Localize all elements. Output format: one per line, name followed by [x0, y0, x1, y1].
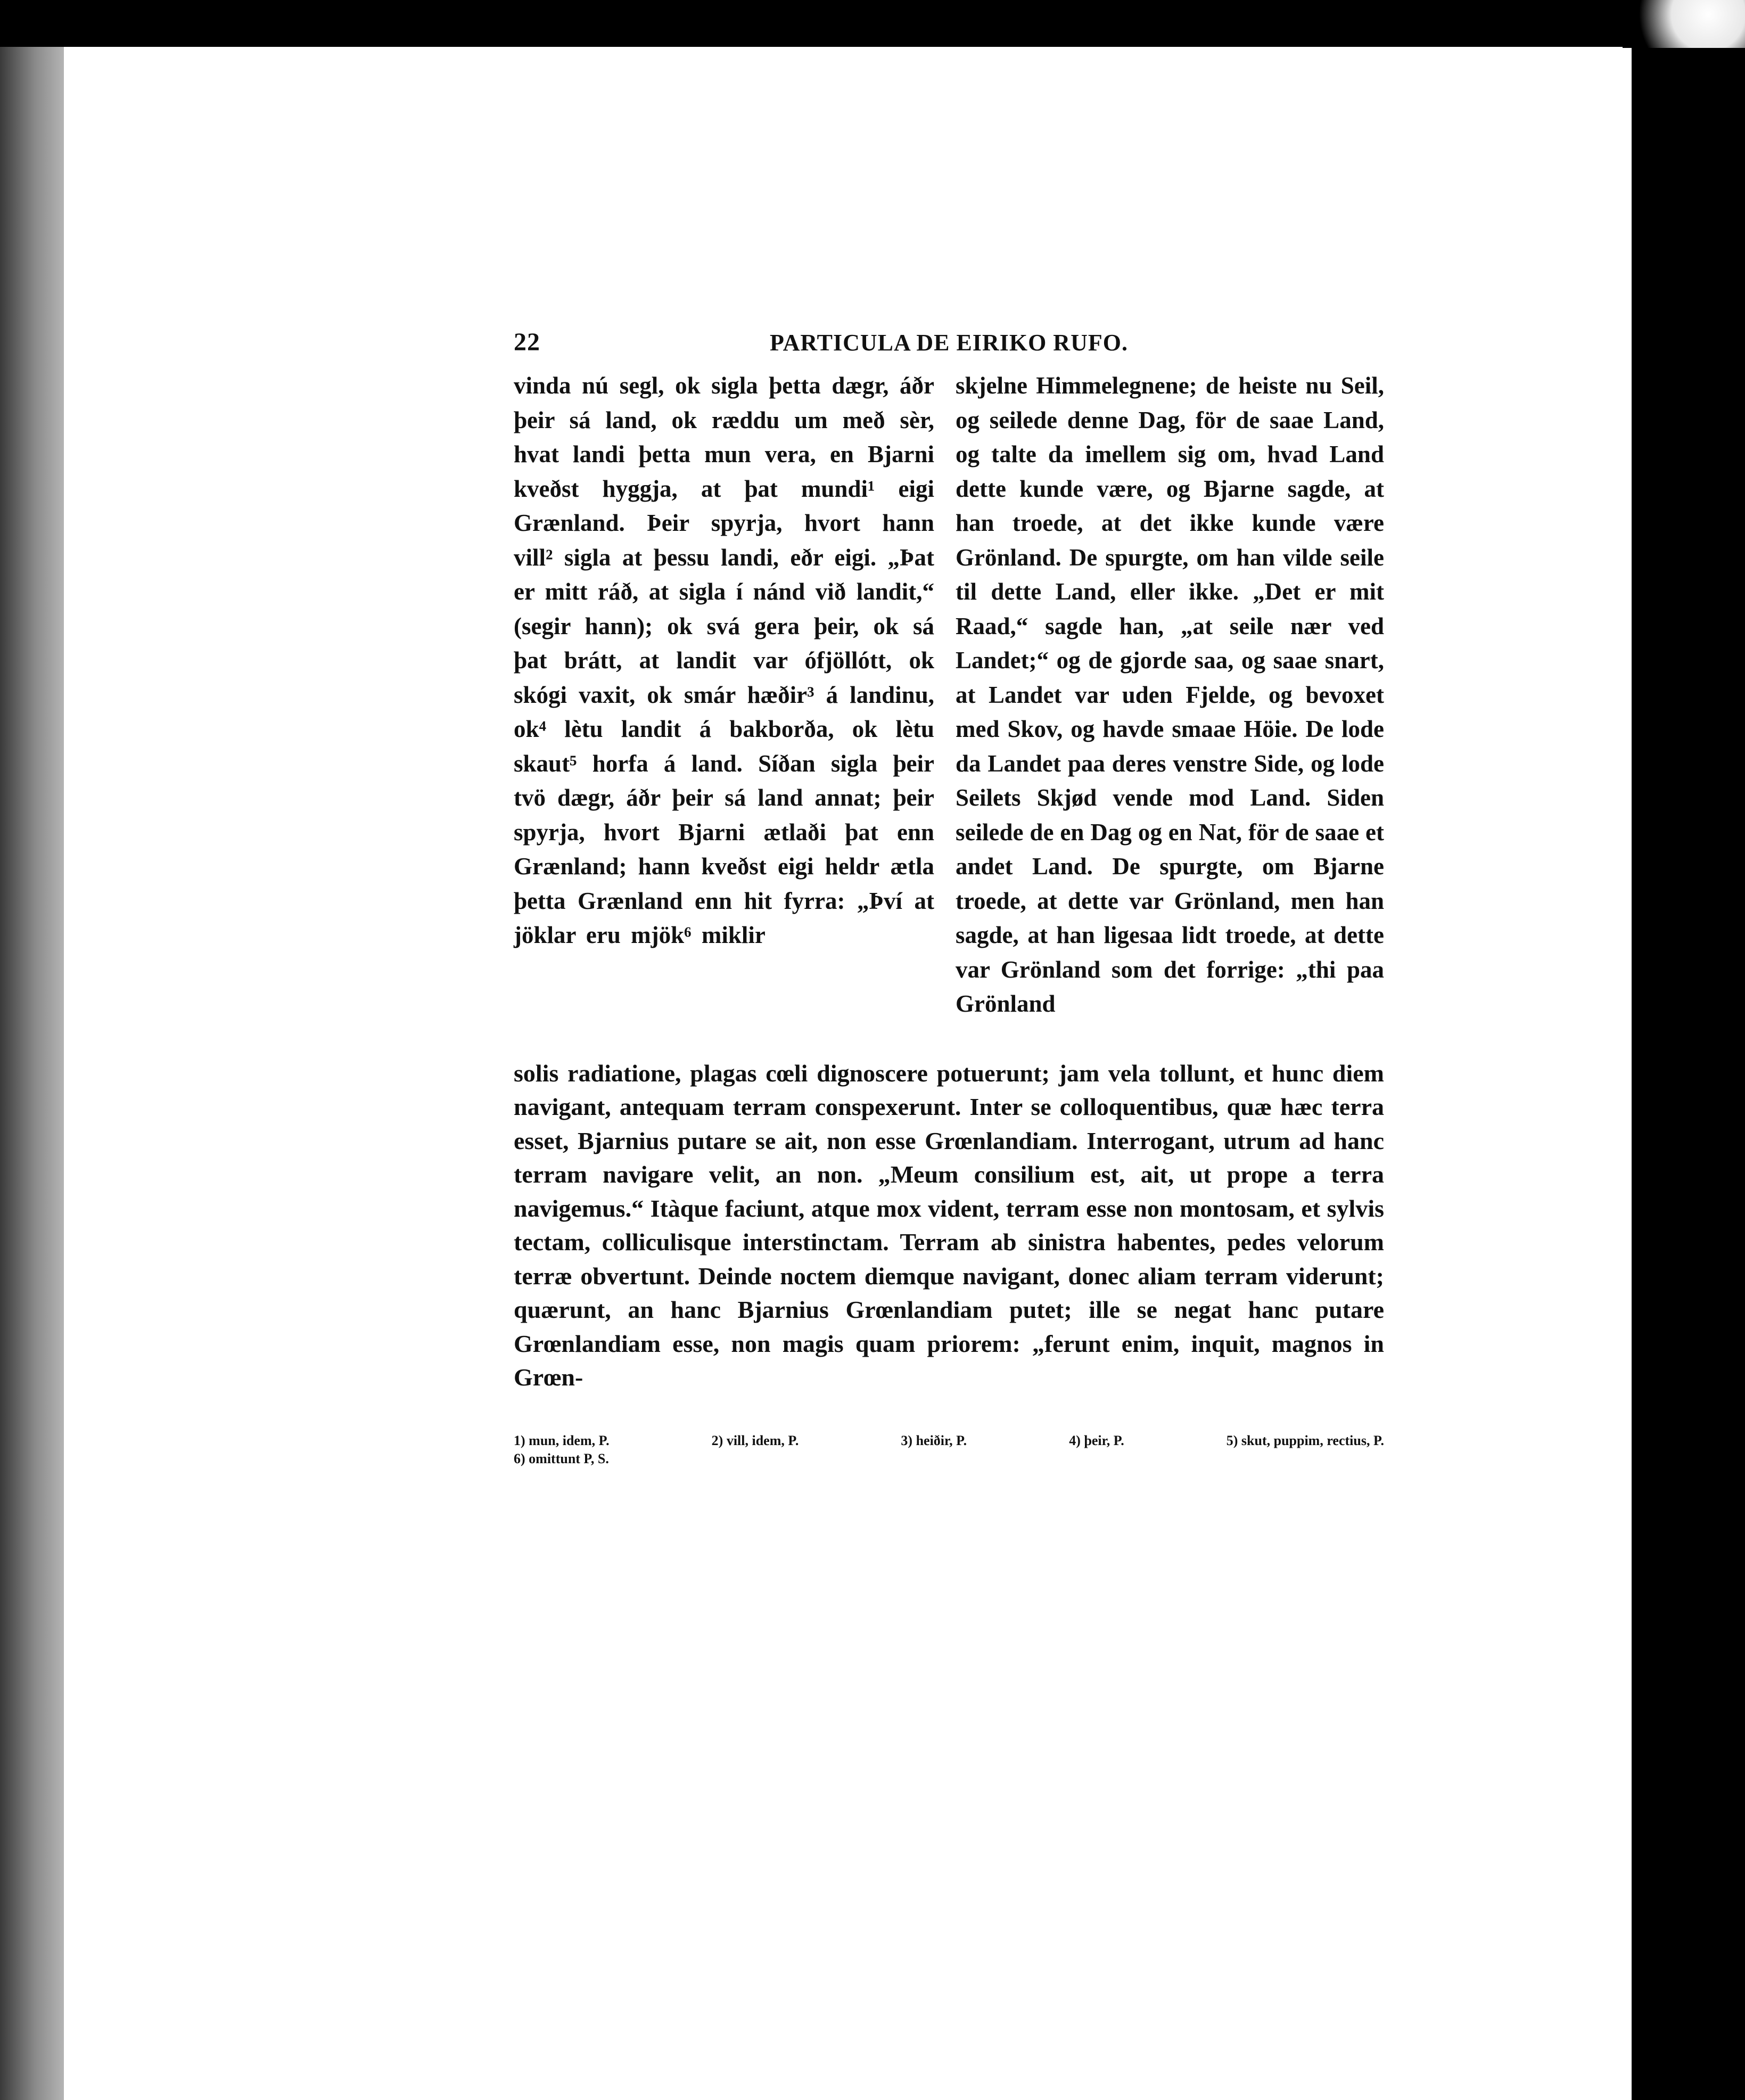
latin-translation: solis radiatione, plagas cœli dignoscere potuerunt; jam vela tollunt, et hunc diem navigant, antequam terram conspexerunt. Inter se colloquentibus, quæ hæc terra esset, Bjarnius putare se ait, non esse Grœnlandiam. Interrogant, utrum ad hanc terram navigare velit, an non. „Meum consilium est, ait, ut prope a terra navigemus.“ Itàque faciunt, atque mox vident, terram esse non montosam, et sylvis tectam, colliculisque interstinctam. Terram ab sinistra habentes, pedes velorum terræ obvertunt. Deinde noctem diemque navigant, donec aliam terram viderunt; quærunt, an hanc Bjarnius Grœnlandiam putet; ille se negat hanc putare Grœnlandiam esse, non magis quam priorem: „ferunt enim, inquit, magnos in Grœn-: [514, 1059, 1384, 1391]
icelandic-column: vinda nú segl, ok sigla þetta dægr, áðr þeir sá land, ok ræddu um með sèr, hvat landi þetta mun vera, en Bjarni kveðst hyggja, at þat mundi¹ eigi Grænland. Þeir spyrja, hvort hann vill² sigla at þessu landi, eðr eigi. „Þat er mitt ráð, at sigla í nánd við landit,“ (segir hann); ok svá gera þeir, ok sá þat brátt, at landit var ófjöllótt, ok skógi vaxit, ok smár hæðir³ á landinu, ok⁴ lètu landit á bakborða, ok lètu skaut⁵ horfa á land. Síðan sigla þeir tvö dægr, áðr þeir sá land annat; þeir spyrja, hvort Bjarni ætlaði þat enn Grænland; hann kveðst eigi heldr ætla þetta Grænland enn hit fyrra: „Því at jöklar eru mjök⁶ miklir: [514, 372, 934, 948]
footnotes-row-2: [514, 1450, 1384, 1468]
footnote-1: 1) mun, idem, P.: [514, 1432, 610, 1448]
parallel-columns: [514, 368, 1384, 1021]
footnote-5: 5) skut, puppim, rectius, P.: [1226, 1432, 1384, 1448]
page-header: [514, 327, 1384, 357]
running-title: PARTICULA DE EIRIKO RUFO.: [770, 330, 1128, 356]
scan-border: [1632, 47, 1745, 2100]
footnote-6: 6) omittunt P, S.: [514, 1450, 609, 1466]
danish-column: skjelne Himmelegnene; de heiste nu Seil, og seilede denne Dag, för de saae Land, og talte da imellem sig om, hvad Land dette kunde være, og Bjarne sagde, at han troede, at det ikke kunde være Grönland. De spurgte, om han vilde seile til dette Land, eller ikke. „Det er mit Raad,“ sagde han, „at seile nær ved Landet;“ og de gjorde saa, og saae snart, at Landet var uden Fjelde, og bevoxet med Skov, og havde smaae Höie. De lode da Landet paa deres venstre Side, og lode Seilets Skjød vende mod Land. Siden seilede de en Dag og en Nat, för de saae et andet Land. De spurgte, om Bjarne troede, at dette var Grönland, men han sagde, at han ligesaa lidt troede, at dette var Grönland som det forrige: „thi paa Grönland: [956, 372, 1384, 1017]
page-text-block: [514, 327, 1384, 1468]
footnote-2: 2) vill, idem, P.: [711, 1432, 799, 1448]
footnote-3: 3) heiðir, P.: [901, 1432, 967, 1448]
footnotes: [514, 1432, 1384, 1468]
page-number: 22: [514, 328, 540, 356]
scan-corner-mark: [1623, 0, 1745, 48]
footnotes-row: [514, 1432, 1384, 1450]
footnote-4: 4) þeir, P.: [1069, 1432, 1124, 1448]
